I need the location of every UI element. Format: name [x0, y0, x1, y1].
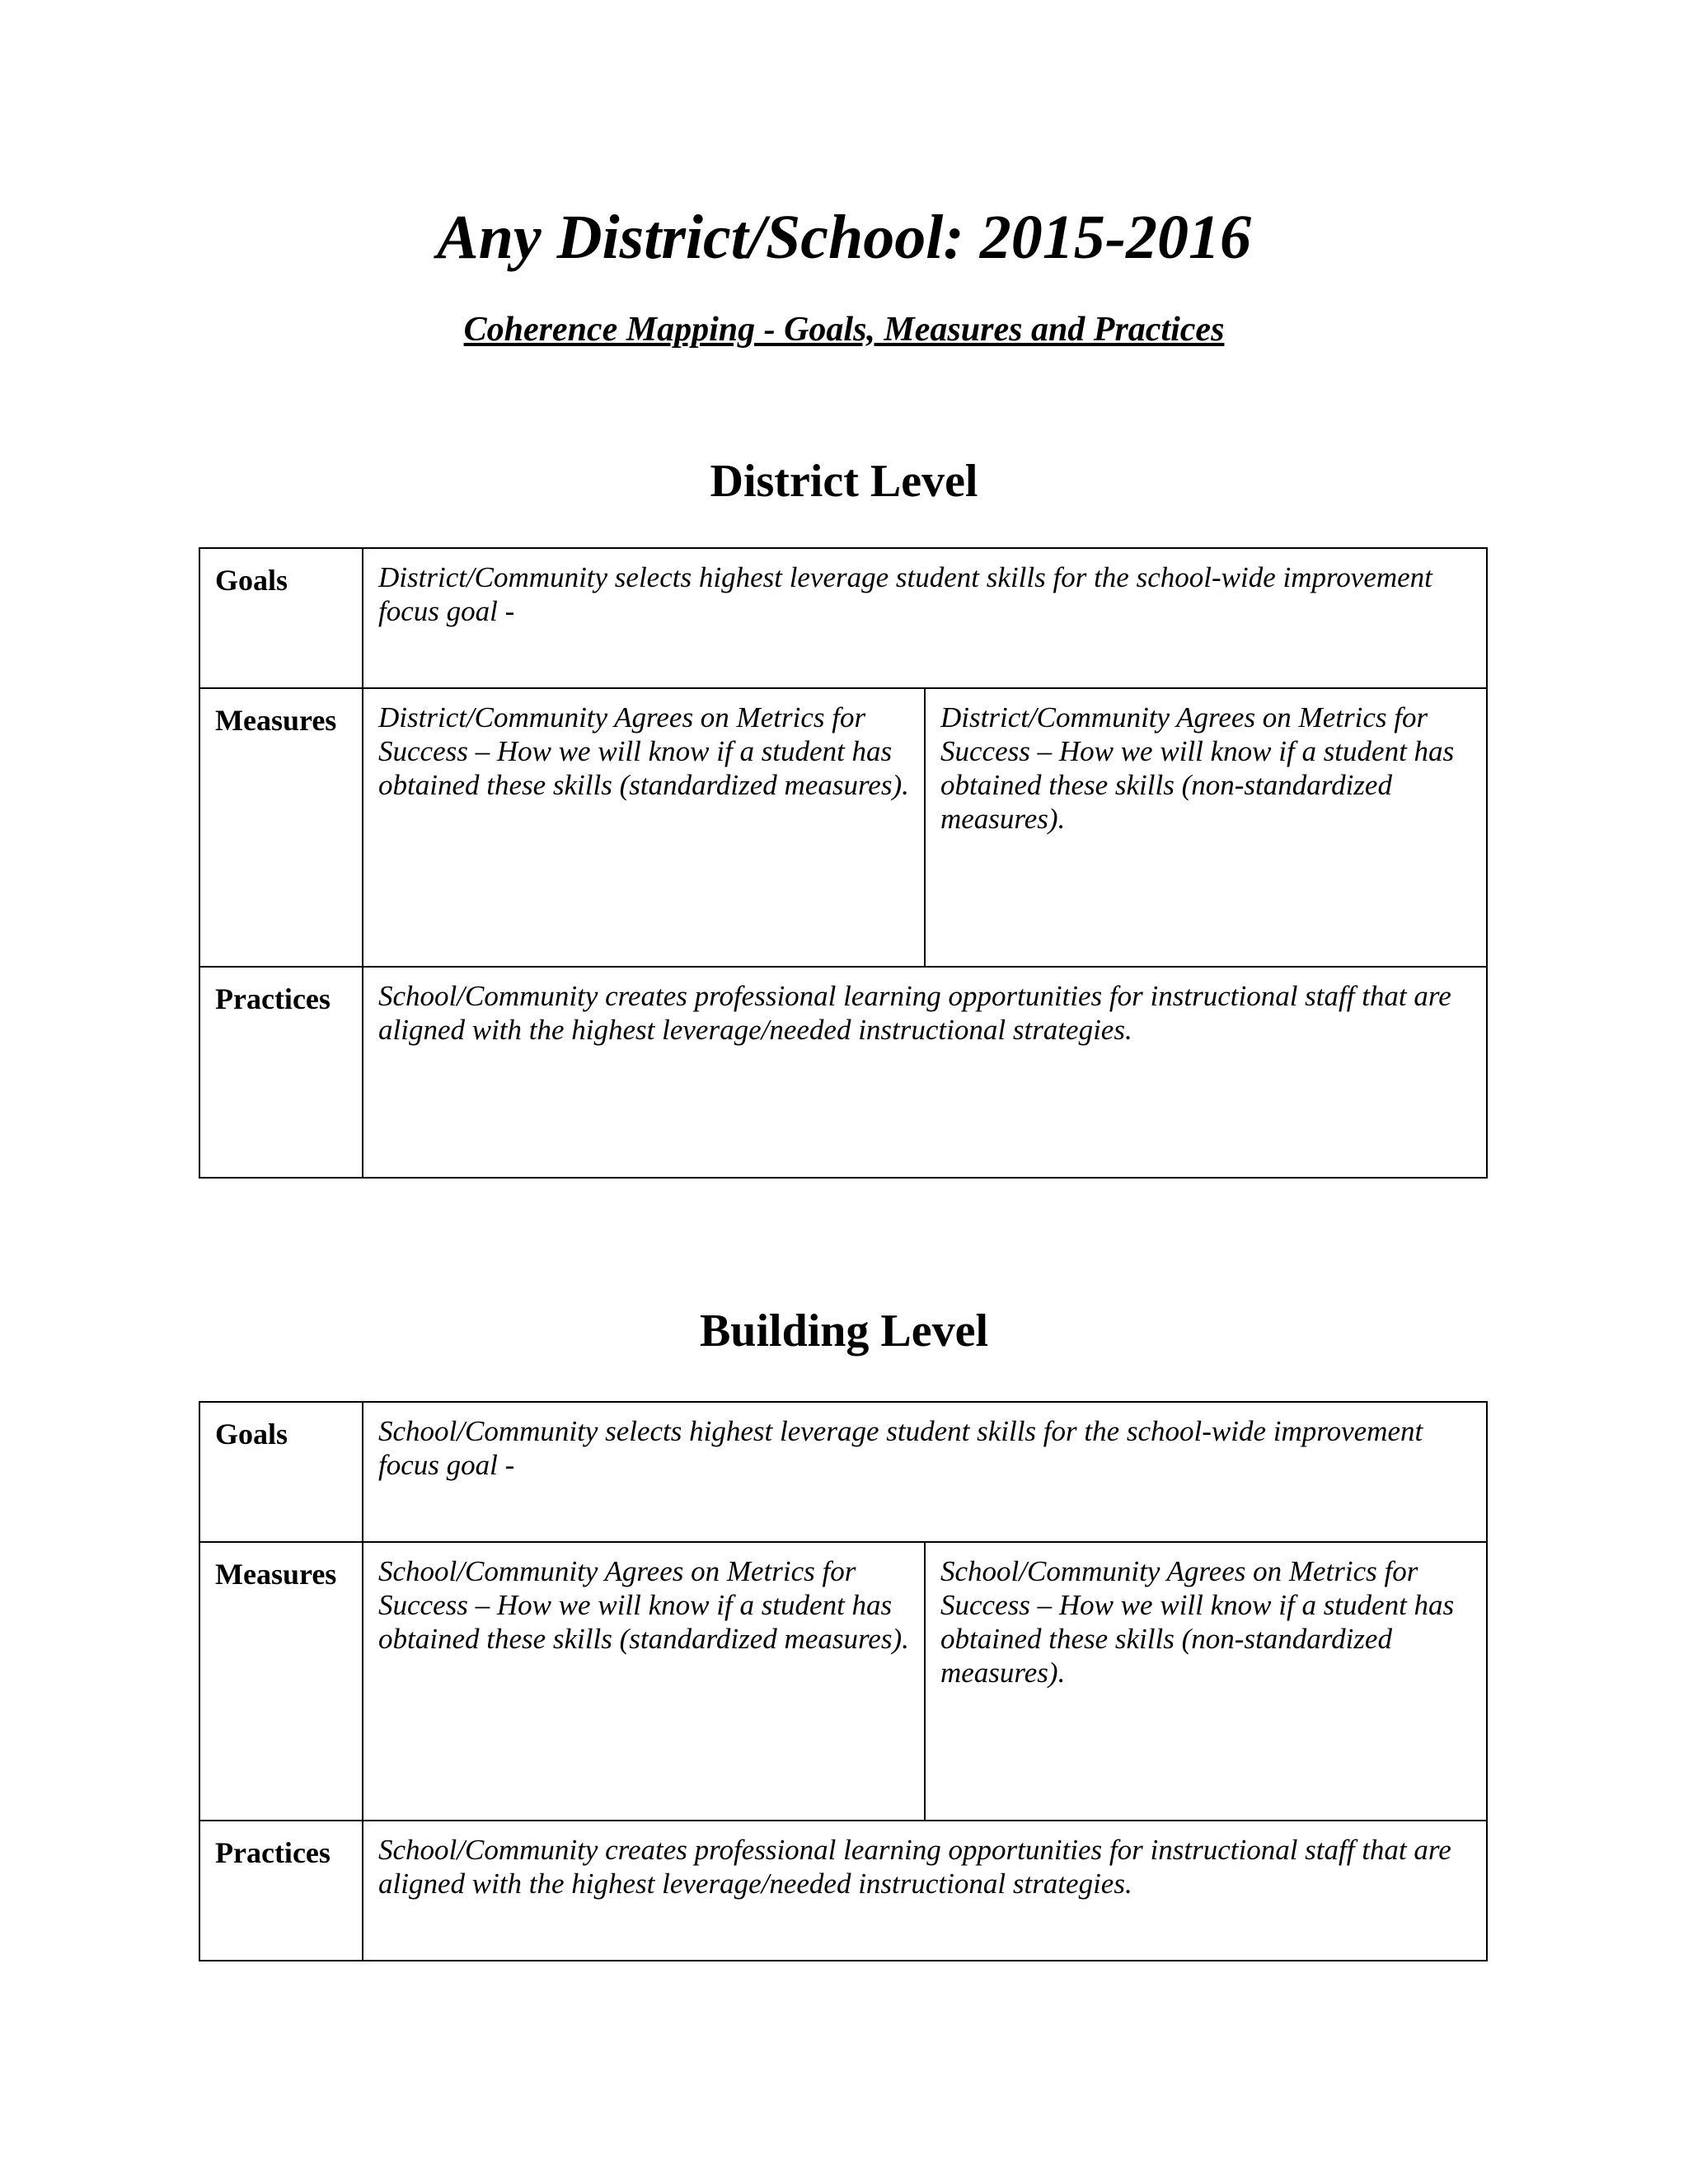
district-level-table — [199, 547, 1488, 1179]
building-practices-text: School/Community creates professional learning opportunities for instructional staff that are aligned with the highest leverage/needed instructional strategies. — [363, 1821, 1487, 1961]
document-subtitle: Coherence Mapping - Goals, Measures and Practices — [463, 311, 1225, 349]
building-measures-standardized: School/Community Agrees on Metrics for Success – How we will know if a student has obtained these skills (standardized measures). — [363, 1542, 925, 1821]
district-measures-label: Measures — [199, 688, 363, 967]
district-goals-text: District/Community selects highest leverage student skills for the school-wide improvement focus goal - — [363, 548, 1487, 688]
building-measures-row — [199, 1542, 1487, 1821]
building-measures-label: Measures — [199, 1542, 363, 1821]
district-practices-text: School/Community creates professional learning opportunities for instructional staff that are aligned with the highest leverage/needed instructional strategies. — [363, 967, 1487, 1178]
district-practices-label: Practices — [199, 967, 363, 1178]
building-practices-label: Practices — [199, 1821, 363, 1961]
building-practices-row — [199, 1821, 1487, 1961]
district-measures-row — [199, 688, 1487, 967]
document-title: Any District/School: 2015-2016 — [436, 203, 1252, 272]
district-level-heading: District Level — [710, 456, 978, 507]
building-goals-row — [199, 1402, 1487, 1542]
district-practices-row — [199, 967, 1487, 1178]
district-goals-label: Goals — [199, 548, 363, 688]
building-level-heading: Building Level — [699, 1305, 989, 1357]
district-measures-standardized: District/Community Agrees on Metrics for Success – How we will know if a student has obtained these skills (standardized measures). — [363, 688, 925, 967]
building-level-table — [199, 1401, 1488, 1961]
building-measures-non-standardized: School/Community Agrees on Metrics for Success – How we will know if a student has obtained these skills (non-standardized measures). — [925, 1542, 1487, 1821]
building-goals-label: Goals — [199, 1402, 363, 1542]
district-goals-row — [199, 548, 1487, 688]
building-goals-text: School/Community selects highest leverage student skills for the school-wide improvement focus goal - — [363, 1402, 1487, 1542]
district-measures-non-standardized: District/Community Agrees on Metrics for Success – How we will know if a student has obtained these skills (non-standardized measures). — [925, 688, 1487, 967]
